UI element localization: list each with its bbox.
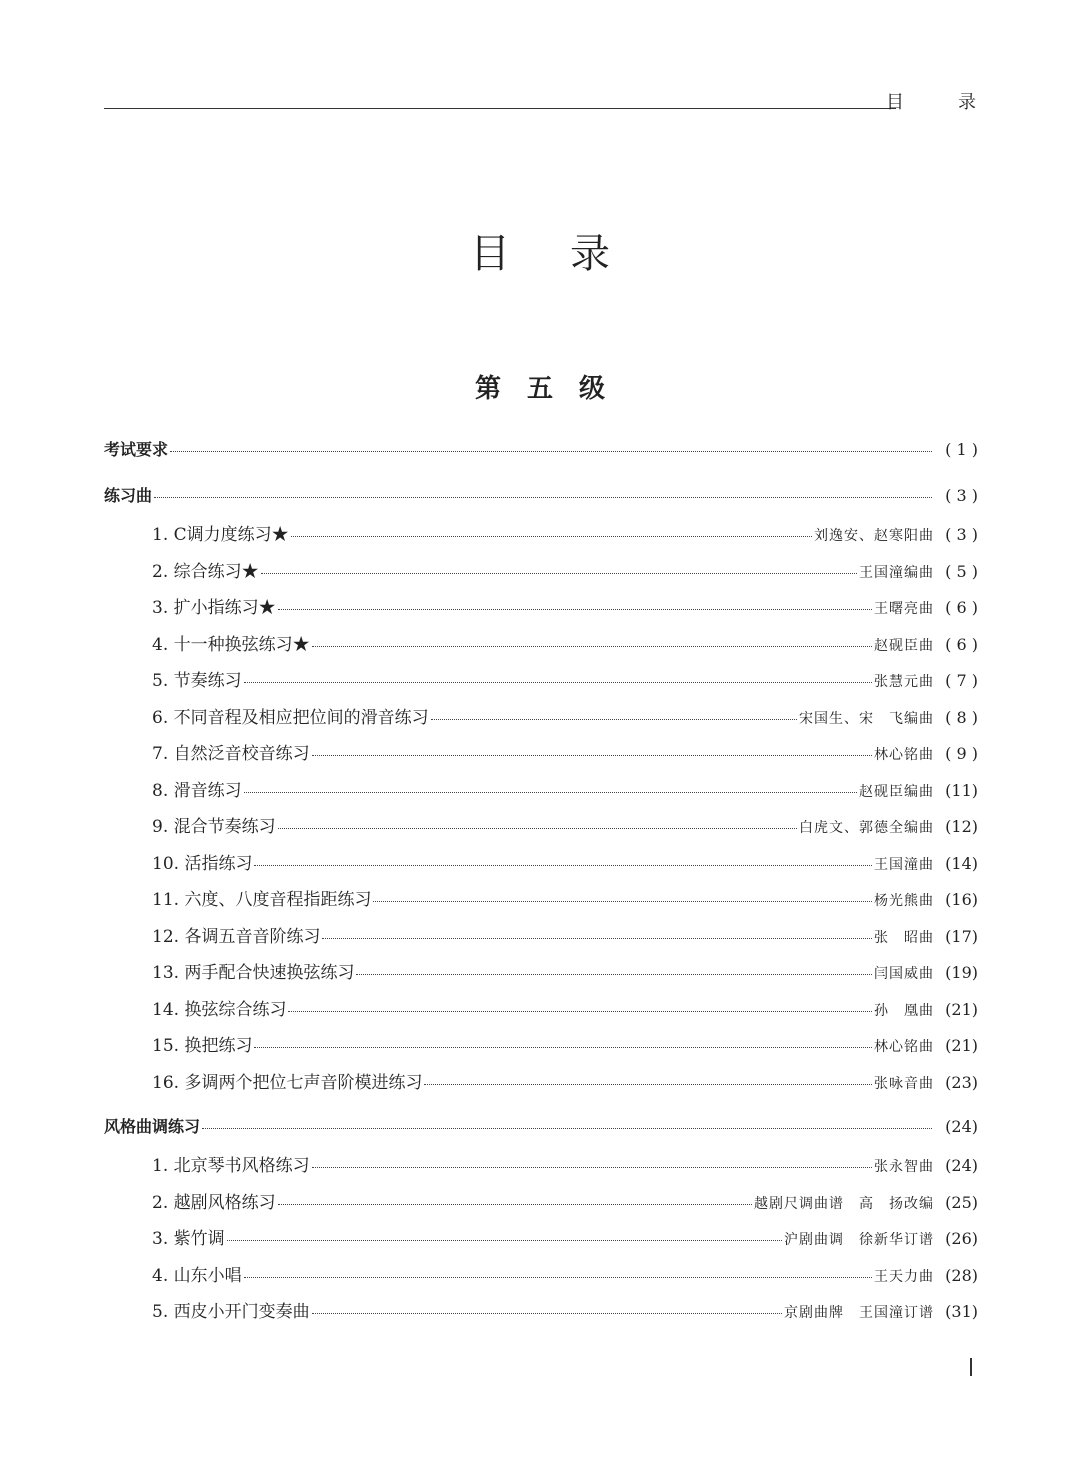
toc-page-number: (31) (945, 1302, 978, 1321)
dot-leader (373, 901, 872, 902)
toc-page-number: (19) (945, 963, 978, 982)
dot-leader (244, 792, 857, 793)
dot-leader (322, 938, 872, 939)
toc-entry[interactable] (104, 630, 978, 656)
toc-entry-title: 6. 不同音程及相应把位间的滑音练习 (152, 707, 429, 728)
dot-leader (154, 497, 932, 498)
dot-leader (254, 1047, 872, 1048)
dot-leader (312, 755, 872, 756)
dot-leader (227, 1240, 782, 1241)
toc-entry-title: 2. 综合练习★ (152, 561, 259, 582)
level-title-text: 第五级 (474, 374, 631, 404)
dot-leader (431, 719, 797, 720)
toc-entry-title: 4. 十一种换弦练习★ (152, 634, 310, 655)
toc-entry-title: 11. 六度、八度音程指距练习 (152, 890, 372, 910)
toc-page-number: (25) (945, 1192, 978, 1212)
toc-entry-title: 5. 西皮小开门变奏曲 (152, 1302, 310, 1322)
toc-entry[interactable] (104, 1261, 978, 1287)
toc-entry[interactable] (104, 922, 978, 948)
toc-entry-credit: 沪剧曲调 徐新华订谱 (784, 1232, 934, 1248)
toc-entry-credit: 王曙亮曲 (874, 601, 934, 617)
toc-section[interactable] (104, 437, 978, 463)
toc-page-number: ( 3 ) (945, 525, 978, 544)
toc-page-number: ( 5 ) (945, 561, 978, 581)
toc-entry-title: 15. 换把练习 (152, 1036, 253, 1056)
toc-page-number: ( 3 ) (945, 486, 978, 505)
dot-leader (278, 609, 872, 610)
toc-page-number: (23) (945, 1072, 978, 1092)
toc-entry-credit: 王国潼曲 (874, 856, 934, 873)
toc-page-number: (24) (945, 1117, 978, 1136)
toc-page-number: ( 9 ) (945, 744, 978, 763)
toc-entry[interactable] (104, 1151, 978, 1177)
toc-page-number: (28) (945, 1265, 978, 1285)
toc-entry[interactable] (104, 1297, 978, 1323)
dot-leader (312, 1313, 782, 1314)
dot-leader (278, 1204, 752, 1205)
toc-entry-credit: 王国潼编曲 (859, 564, 934, 581)
toc-entry[interactable] (104, 958, 978, 984)
toc-entry-title: 14. 换弦综合练习 (152, 999, 287, 1020)
toc-entry[interactable] (104, 885, 978, 911)
toc-entry-title: 16. 多调两个把位七声音阶模进练习 (152, 1072, 423, 1093)
toc-entry-title: 4. 山东小唱 (152, 1265, 242, 1286)
dot-leader (356, 974, 872, 975)
toc-entry-credit: 王天力曲 (874, 1268, 934, 1285)
toc-page-number: (17) (945, 926, 978, 946)
header-label: 目 录 (886, 92, 994, 113)
toc-entry[interactable] (104, 1031, 978, 1057)
toc-entry[interactable] (104, 593, 978, 619)
dot-leader (288, 1011, 872, 1012)
toc-page-number: (11) (945, 780, 978, 800)
dot-leader (291, 536, 812, 537)
dot-leader (261, 573, 857, 574)
toc-entry[interactable] (104, 557, 978, 583)
toc-page-number: ( 6 ) (945, 634, 978, 654)
toc-entry-title: 13. 两手配合快速换弦练习 (152, 963, 355, 983)
dot-leader (424, 1084, 872, 1085)
toc-entry-title: 9. 混合节奏练习 (152, 817, 276, 837)
toc-entry-credit: 京剧曲牌 王国潼订谱 (784, 1305, 934, 1321)
toc-page-number: ( 1 ) (945, 440, 978, 459)
toc-entry[interactable] (104, 1224, 978, 1250)
toc-page-number: ( 7 ) (945, 671, 978, 690)
toc-entry[interactable] (104, 1068, 978, 1094)
dot-leader (312, 646, 872, 647)
toc-entry-credit: 刘逸安、赵寒阳曲 (814, 528, 934, 544)
toc-entry-credit: 杨光熊曲 (874, 893, 934, 909)
toc-entry-credit: 张慧元曲 (874, 674, 934, 690)
toc-entry[interactable] (104, 849, 978, 875)
toc-section[interactable] (104, 1114, 978, 1140)
toc-page-number: (14) (945, 853, 978, 873)
toc-entry-credit: 孙 凰曲 (874, 1002, 934, 1019)
toc-entry-credit: 林心铭曲 (874, 747, 934, 763)
toc-entry-title: 8. 滑音练习 (152, 780, 242, 801)
toc-entry-title: 1. 北京琴书风格练习 (152, 1156, 310, 1176)
toc-section[interactable] (104, 483, 978, 509)
toc-entry[interactable] (104, 776, 978, 802)
toc-entry-title: 3. 扩小指练习★ (152, 598, 276, 618)
toc-section-title: 风格曲调练习 (104, 1117, 201, 1136)
toc-entry-credit: 赵砚臣编曲 (859, 783, 934, 800)
toc-page-number: (24) (945, 1156, 978, 1175)
dot-leader (170, 451, 932, 452)
toc-entry-credit: 张 昭曲 (874, 929, 934, 946)
dot-leader (254, 865, 872, 866)
toc-entry-credit: 赵砚臣曲 (874, 637, 934, 654)
toc-page-number: (12) (945, 817, 978, 836)
toc-page-number: (21) (945, 1036, 978, 1055)
toc-page-number: (16) (945, 890, 978, 909)
toc-entry-credit: 越剧尺调曲谱 高 扬改编 (754, 1195, 934, 1212)
dot-leader (202, 1128, 932, 1129)
toc-page-number: (26) (945, 1229, 978, 1248)
toc-entry-credit: 宋国生、宋 飞编曲 (799, 710, 934, 727)
toc-entry[interactable] (104, 520, 978, 546)
toc-page-number: (21) (945, 999, 978, 1019)
toc-entry-title: 1. C调力度练习★ (152, 525, 289, 545)
toc-entry[interactable] (104, 703, 978, 729)
toc-entry[interactable] (104, 1188, 978, 1214)
toc-entry-title: 2. 越剧风格练习 (152, 1192, 276, 1213)
toc-entry-credit: 张永智曲 (874, 1159, 934, 1175)
toc-entry-title: 3. 紫竹调 (152, 1229, 225, 1249)
toc-entry[interactable] (104, 739, 978, 765)
dot-leader (244, 682, 872, 683)
toc-entry-credit: 林心铭曲 (874, 1039, 934, 1055)
toc-entry[interactable] (104, 812, 978, 838)
page-number-mark (970, 1358, 972, 1376)
toc-section-title: 考试要求 (104, 440, 169, 459)
page-title-text: 目录 (470, 231, 670, 277)
toc-section-title: 练习曲 (104, 486, 153, 505)
dot-leader (312, 1167, 872, 1168)
dot-leader (244, 1277, 872, 1278)
toc-entry[interactable] (104, 995, 978, 1021)
toc-entry-title: 10. 活指练习 (152, 853, 253, 874)
toc-entry[interactable] (104, 666, 978, 692)
toc-page-number: ( 8 ) (945, 707, 978, 727)
toc-entry-title: 5. 节奏练习 (152, 671, 242, 691)
toc-page-number: ( 6 ) (945, 598, 978, 617)
toc-entry-title: 12. 各调五音音阶练习 (152, 926, 321, 947)
toc-entry-credit: 闫国威曲 (874, 966, 934, 982)
table-of-contents (104, 0, 978, 1461)
toc-entry-credit: 白虎文、郭德全编曲 (799, 820, 934, 836)
toc-entry-credit: 张咏音曲 (874, 1075, 934, 1092)
dot-leader (278, 828, 797, 829)
toc-entry-title: 7. 自然泛音校音练习 (152, 744, 310, 764)
